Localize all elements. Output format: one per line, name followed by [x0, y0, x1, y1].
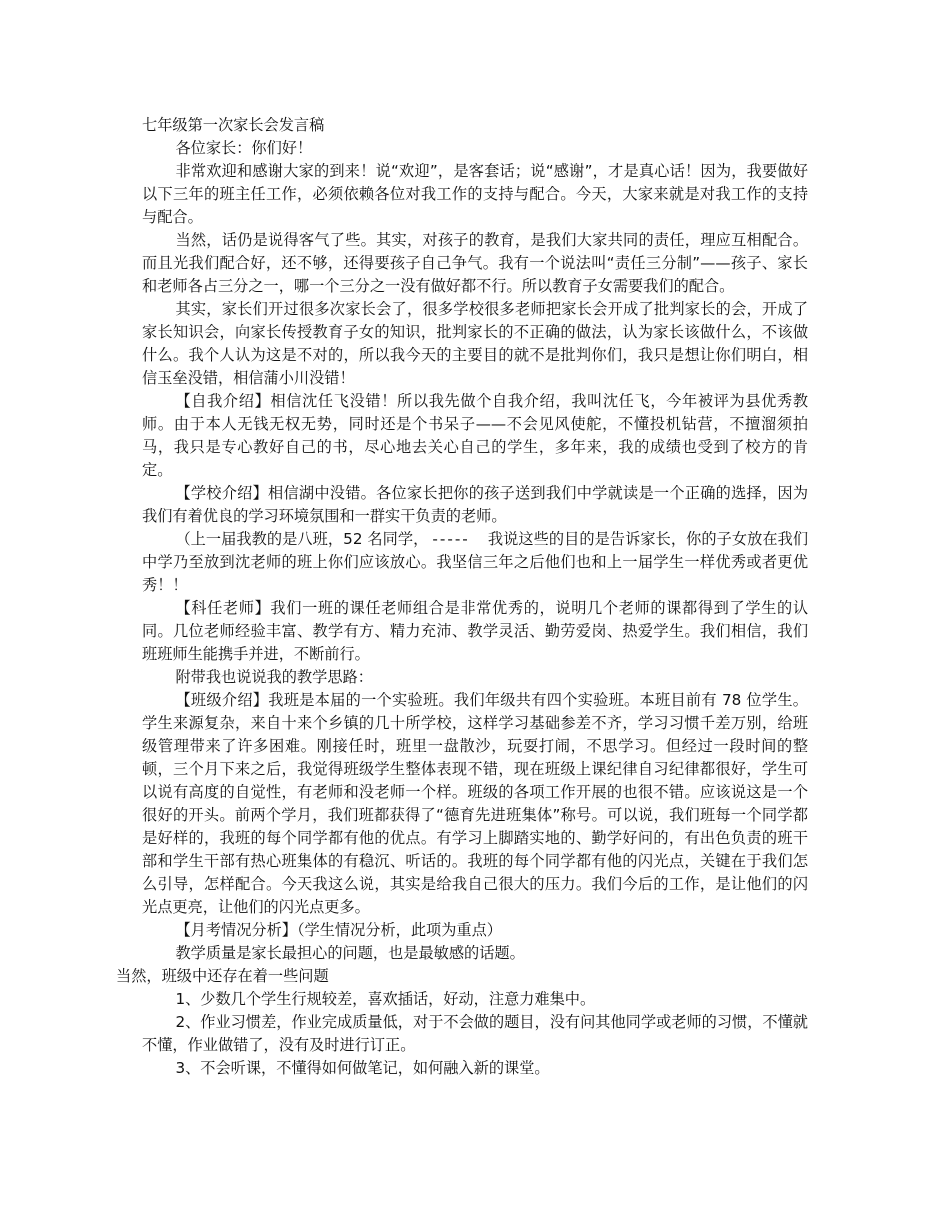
paragraph-parent-meetings: 其实，家长们开过很多次家长会了，很多学校很多老师把家长会开成了批判家长的会，开成了家长知识会，向家长传授教育子女的知识，批判家长的不正确的做法，认为家长该做什么，不该做什么。我个人认为这是不对的，所以我今天的主要目的就不是批判你们，我只是想让你们明白，相信玉垒没错，相信蒲小川没错！ — [142, 300, 808, 387]
paragraph-self-intro: 【自我介绍】相信沈任飞没错！所以我先做个自我介绍，我叫沈任飞，今年被评为县优秀教师。由于本人无钱无权无势，同时还是个书呆子——不会见风使舵，不懂投机钻营，不擅溜须拍马，我只是专心教好自己的书，尽心地去关心自己的学生，多年来，我的成绩也受到了校方的肯定。 — [142, 392, 808, 479]
class-history-rest: 我说这些的目的是告诉家长，你的子女放在我们中学乃至放到沈老师的班上你们应该放心。我坚信三年之后他们也和上一届学生一样优秀或者更优秀！！ — [142, 530, 809, 594]
paragraph-school-intro: 【学校介绍】相信湖中没错。各位家长把你的孩子送到我们中学就读是一个正确的选择，因为我们有着优良的学习环境氛围和一群实干负责的老师。 — [142, 484, 808, 525]
class-history-dashes: ----- — [432, 530, 470, 548]
class-history-start: （上一届我教的是八班，52 名同学， — [175, 530, 429, 548]
paragraph-welcome: 非常欢迎和感谢大家的到来！说“欢迎”，是客套话；说“感谢”，才是真心话！因为，我要做好以下三年的班主任工作，必须依赖各位对我工作的支持与配合。今天，大家来就是对我工作的支持与配合。 — [142, 162, 808, 226]
paragraph-responsibility: 当然，话仍是说得客气了些。其实，对孩子的教育，是我们大家共同的责任，理应互相配合。而且光我们配合好，还不够，还得要孩子自己争气。我有一个说法叫“责任三分制”——孩子、家长和老师各占三分之一，哪一个三分之一没有做好都不行。所以教育子女需要我们的配合。 — [142, 231, 808, 295]
problem-item: 1、少数几个学生行规较差，喜欢插话，好动，注意力难集中。 — [175, 990, 596, 1008]
paragraph-class-history — [142, 528, 808, 597]
greeting: 各位家长：你们好！ — [175, 139, 313, 157]
exam-analysis-heading: 【月考情况分析】（学生情况分析，此项为重点） — [175, 921, 502, 939]
problems-intro: 当然，班级中还存在着一些问题 — [116, 967, 329, 985]
document-title: 七年级第一次家长会发言稿 — [142, 116, 325, 134]
paragraph-teaching-thoughts: 附带我也说说我的教学思路： — [175, 668, 373, 686]
problem-item: 2、作业习惯差，作业完成质量低，对于不会做的题目，没有问其他同学或老师的习惯，不懂就不懂，作业做错了，没有及时进行订正。 — [142, 1013, 808, 1054]
exam-analysis-intro: 教学质量是家长最担心的问题，也是最敏感的话题。 — [175, 944, 525, 962]
paragraph-class-intro: 【班级介绍】我班是本届的一个实验班。我们年级共有四个实验班。本班目前有 78 位学生。学生来源复杂，来自十来个乡镇的几十所学校，这样学习基础参差不齐，学习习惯千差万别，给班级管理带来了许多困难。刚接任时，班里一盘散沙，玩耍打闹，不思学习。但经过一段时间的整顿，三个月下来之后，我觉得班级学生整体表现不错，现在班级上课纪律自习纪律都很好，学生可以说有高度的自觉性，有老师和没老师一个样。班级的各项工作开展的也很不错。应该说这是一个很好的开头。前两个学月，我们班都获得了“德育先进班集体”称号。可以说，我们班每一个同学都是好样的，我班的每个同学都有他的优点。有学习上脚踏实地的、勤学好问的，有出色负责的班干部和学生干部有热心班集体的有稳沉、听话的。我班的每个同学都有他的闪光点，关键在于我们怎么引导，怎样配合。今天我这么说，其实是给我自己很大的压力。我们今后的工作，是让他们的闪光点更亮，让他们的闪光点更多。 — [142, 691, 808, 916]
problem-item: 3、不会听课，不懂得如何做笔记，如何融入新的课堂。 — [175, 1059, 550, 1077]
paragraph-teachers: 【科任老师】我们一班的课任老师组合是非常优秀的，说明几个老师的课都得到了学生的认同。几位老师经验丰富、教学有方、精力充沛、教学灵活、勤劳爱岗、热爱学生。我们相信，我们班班师生能携手并进，不断前行。 — [142, 599, 808, 663]
document-body — [116, 114, 809, 1080]
